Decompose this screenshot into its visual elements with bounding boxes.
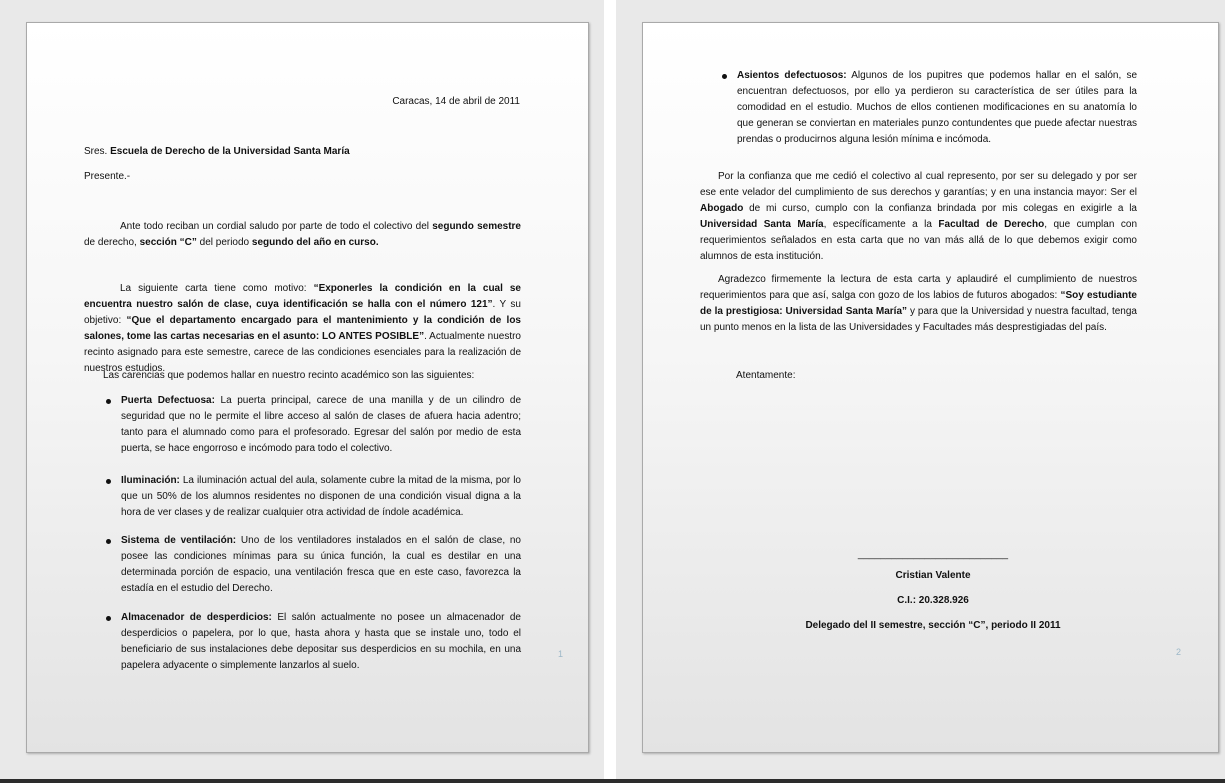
bullet-icon [106,399,111,404]
document-page-2[interactable] [642,22,1219,753]
letter-addressee: Sres. Escuela de Derecho de la Universidad Santa María [84,146,350,157]
signature-line: ___________________________ [857,549,1009,560]
bullet-item-door: Puerta Defectuosa: La puerta principal, carece de una manilla y de un cilindro de seguridad que no le permite el libre acceso al salón de clases de afuera hacia adentro; tanto para el alumnado como para el profesorado. Egresar del salón por medio de esta puerta, se hace engorroso e incómodo para todo el colectivo. [121,395,522,454]
bullet-icon [722,74,727,79]
bullet-icon [106,479,111,484]
signer-role: Delegado del II semestre, sección “C”, periodo II 2011 [805,620,1061,631]
document-page-1[interactable] [26,22,589,753]
paragraph-greeting: Ante todo reciban un cordial saludo por parte de todo el colectivo del segundo semestre de derecho, sección “C” del periodo segundo del año en curso. [84,221,521,248]
bullet-item-seats: Asientos defectuosos: Algunos de los pupitres que podemos hallar en el salón, se encuentran defectuosos, por ello ya perdieron su característica de ser útiles para la comodidad en el estudio. Muchos de ellos contienen modificaciones en su anatomía lo que generan se conviertan en materiales punzo contundentes que puede afectar nuestras prendas o producirnos alguna lesión mínima e incómoda. [737,70,1137,145]
page-gap [604,0,616,783]
paragraph-motive: La siguiente carta tiene como motivo: “Exponerles la condición en la cual se encuentra nuestro salón de clase, cuya identificación se halla con el número 121”. Y su objetivo: “Que el departamento encargado para el mantenimiento y la condición de los salones, tome las cartas necesarias en el asunto: LO ANTES POSIBLE”. Actualmente nuestro recinto asignado para este semestre, carece de las condiciones esenciales para la realización de nuestros estudios. [84,283,521,374]
window-bottom-border [0,779,1225,783]
paragraph-thanks: Agradezco firmemente la lectura de esta carta y aplaudiré el cumplimiento de nuestros requerimientos para que así, salga con gozo de los labios de futuros abogados: “Soy estudiante de la prestigiosa: Universidad Santa María” y para que la Universidad y nuestra facultad, tenga un punto menos en la lista de las Universidades y Facultades más desprestigiadas del país. [700,274,1137,333]
paragraph-confidence: Por la confianza que me cedió el colectivo al cual represento, por ser su delegado y por ser ese ente velador del cumplimiento de sus derechos y garantías; y en una instancia mayor: Ser el Abogado de mi curso, cumplo con la confianza brindada por mis colegas en exigirle a la Universidad Santa María, específicamente a la Facultad de Derecho, que cumplan con requerimientos señalados en esta carta que no van más allá de lo que debemos exigir como alumnos de esta institución. [700,171,1138,262]
document-viewport-right[interactable] [616,0,1225,783]
bullet-icon [106,539,111,544]
letter-presente: Presente.- [84,171,131,182]
bullet-icon [106,616,111,621]
paragraph-list-intro: Las carencias que podemos hallar en nuestro recinto académico son las siguientes: [103,370,475,381]
bullet-item-lighting: Iluminación: La iluminación actual del aula, solamente cubre la mitad de la misma, por lo que un 50% de los alumnos residentes no disponen de una condición visual digna a la hora de ver clases y de realizar cualquier otra actividad de índole académica. [121,475,521,518]
bullet-item-ventilation: Sistema de ventilación: Uno de los ventiladores instalados en el salón de clase, no posee las condiciones mínimas para su única función, la cual es destilar en una determinada porción de espacio, una ventilación fresca que en este caso, favorezca la estadía en el estudio del Derecho. [121,535,521,594]
signer-name: Cristian Valente [895,570,971,581]
document-viewport-left[interactable] [0,0,604,783]
signer-id: C.I.: 20.328.926 [897,595,969,606]
letter-date: Caracas, 14 de abril de 2011 [392,96,520,107]
page-number: 1 [558,649,564,659]
closing-text: Atentamente: [736,370,796,381]
bullet-item-waste: Almacenador de desperdicios: El salón actualmente no posee un almacenador de desperdicios o papelera, por lo que, hasta ahora y hasta que se instale uno, todo el beneficiario de sus instalaciones debe depositar sus desperdicios en su mochila, en una papelera adyacente o simplemente lanzarlos al suelo. [121,612,521,671]
addressee-name: Escuela de Derecho de la Universidad Santa María [110,146,350,157]
page-number: 2 [1176,647,1182,657]
